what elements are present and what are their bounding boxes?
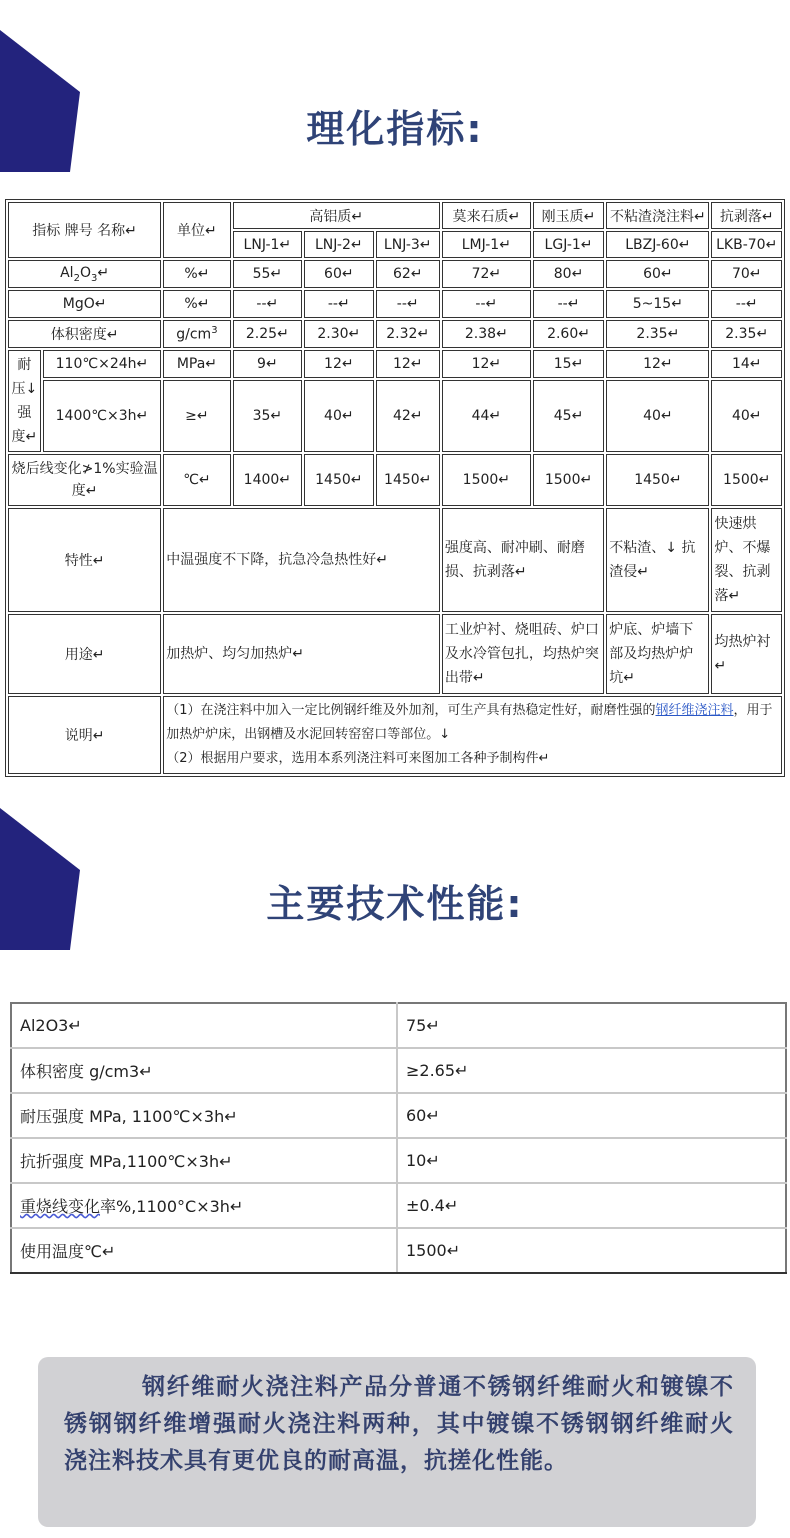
table-row (11, 1003, 786, 1048)
unit-cell: %↵ (163, 260, 230, 288)
unit-cell: ℃↵ (163, 454, 230, 506)
unit-cell: ≥↵ (163, 380, 230, 452)
value-cell: 2.35↵ (711, 320, 782, 348)
property-cell: 强度高、耐冲刷、耐磨损、抗剥落↵ (442, 508, 604, 612)
value-cell: 70↵ (711, 260, 782, 288)
value-cell: 2.38↵ (442, 320, 531, 348)
spec-value: ±0.4↵ (397, 1183, 786, 1228)
table-row (8, 350, 782, 378)
row-label-linear-change: 烧后线变化≯1%实验温度↵ (8, 454, 161, 506)
spec-value: 1500↵ (397, 1228, 786, 1273)
value-cell: 40↵ (304, 380, 373, 452)
spec-value: ≥2.65↵ (397, 1048, 786, 1093)
usage-cell: 加热炉、均匀加热炉↵ (163, 614, 440, 694)
value-cell: 1500↵ (442, 454, 531, 506)
value-cell: 1400↵ (233, 454, 302, 506)
table-row (11, 1228, 786, 1273)
spec-name: 抗折强度 MPa,1100℃×3h↵ (11, 1138, 397, 1183)
code-cell: LNJ-1↵ (233, 231, 302, 258)
spec-name: 使用温度℃↵ (11, 1228, 397, 1273)
usage-cell: 工业炉衬、烧咀砖、炉口及水冷管包扎，均热炉突出带↵ (442, 614, 604, 694)
value-cell: 12↵ (304, 350, 373, 378)
code-cell: LNJ-2↵ (304, 231, 373, 258)
value-cell: --↵ (711, 290, 782, 318)
property-cell: 不粘渣、↓ 抗渣侵↵ (606, 508, 709, 612)
spec-name: 耐压强度 MPa, 1100℃×3h↵ (11, 1093, 397, 1138)
spec-name: Al2O3↵ (11, 1003, 397, 1048)
table-row (8, 380, 782, 452)
value-cell: 80↵ (533, 260, 605, 288)
value-cell: 15↵ (533, 350, 605, 378)
condition-cell: 110℃×24h↵ (43, 350, 162, 378)
physicochemical-table (5, 199, 785, 777)
value-cell: 5~15↵ (606, 290, 709, 318)
section-title-technical-performance: 主要技术性能: (266, 882, 524, 926)
group-anti-spalling: 抗剥落↵ (711, 202, 782, 229)
row-label-mgo: MgO↵ (8, 290, 161, 318)
spec-name: 重烧线变化率%,1100°C×3h↵ (11, 1183, 397, 1228)
spec-value: 75↵ (397, 1003, 786, 1048)
table-row (8, 696, 782, 774)
value-cell: 60↵ (606, 260, 709, 288)
table-row (8, 614, 782, 694)
spec-name: 体积密度 g/cm3↵ (11, 1048, 397, 1093)
value-cell: --↵ (233, 290, 302, 318)
table-row (11, 1048, 786, 1093)
value-cell: 72↵ (442, 260, 531, 288)
table-row (8, 320, 782, 348)
spec-value: 60↵ (397, 1093, 786, 1138)
value-cell: 1450↵ (606, 454, 709, 506)
value-cell: 9↵ (233, 350, 302, 378)
section-title-physicochemical: 理化指标: (306, 107, 484, 151)
value-cell: --↵ (442, 290, 531, 318)
value-cell: 1450↵ (304, 454, 373, 506)
value-cell: 14↵ (711, 350, 782, 378)
value-cell: 12↵ (606, 350, 709, 378)
unit-cell: %↵ (163, 290, 230, 318)
group-high-alumina: 高铝质↵ (233, 202, 440, 229)
code-cell: LNJ-3↵ (376, 231, 440, 258)
product-description-box (38, 1357, 756, 1527)
row-label-property: 特性↵ (8, 508, 161, 612)
steel-fiber-castable-link[interactable]: 钢纤维浇注料 (655, 703, 734, 718)
row-label-compressive-strength: 耐 压↓ 强 度↵ (8, 350, 41, 452)
spec-value: 10↵ (397, 1138, 786, 1183)
value-cell: --↵ (533, 290, 605, 318)
property-cell: 快速烘炉、不爆裂、抗剥落↵ (711, 508, 782, 612)
value-cell: 42↵ (376, 380, 440, 452)
value-cell: 2.60↵ (533, 320, 605, 348)
table-row (11, 1183, 786, 1228)
header-unit-label: 单位↵ (163, 202, 230, 258)
technical-performance-table (10, 1002, 787, 1274)
value-cell: 2.32↵ (376, 320, 440, 348)
value-cell: 60↵ (304, 260, 373, 288)
value-cell: 40↵ (606, 380, 709, 452)
value-cell: 2.25↵ (233, 320, 302, 348)
unit-cell: $g/cm^3$ (163, 320, 230, 348)
remark-cell: （1）在浇注料中加入一定比例钢纤维及外加剂，可生产具有热稳定性好，耐磨性强的钢纤维浇注料，用于加热炉炉床，出钢槽及水泥回转窑窑口等部位。↓ （2）根据用户要求，选用本系列浇注料可来图加工各种予制构件↵ (163, 696, 782, 774)
code-cell: LBZJ-60↵ (606, 231, 709, 258)
table-row (8, 260, 782, 288)
value-cell: 2.30↵ (304, 320, 373, 348)
row-label-density: 体积密度↵ (8, 320, 161, 348)
value-cell: 35↵ (233, 380, 302, 452)
value-cell: 2.35↵ (606, 320, 709, 348)
group-non-stick: 不粘渣浇注料↵ (606, 202, 709, 229)
row-label-remark: 说明↵ (8, 696, 161, 774)
code-cell: LGJ-1↵ (533, 231, 605, 258)
value-cell: 44↵ (442, 380, 531, 452)
group-mullite: 莫来石质↵ (442, 202, 531, 229)
value-cell: --↵ (376, 290, 440, 318)
value-cell: 1500↵ (533, 454, 605, 506)
usage-cell: 炉底、炉墙下部及均热炉炉坑↵ (606, 614, 709, 694)
usage-cell: 均热炉衬↵ (711, 614, 782, 694)
table-row (8, 290, 782, 318)
value-cell: 45↵ (533, 380, 605, 452)
value-cell: 55↵ (233, 260, 302, 288)
table-row (8, 508, 782, 612)
code-cell: LMJ-1↵ (442, 231, 531, 258)
value-cell: 1500↵ (711, 454, 782, 506)
value-cell: 1450↵ (376, 454, 440, 506)
table-row (8, 454, 782, 506)
table-row (11, 1093, 786, 1138)
value-cell: 12↵ (376, 350, 440, 378)
property-cell: 中温强度不下降，抗急冷急热性好↵ (163, 508, 440, 612)
value-cell: 12↵ (442, 350, 531, 378)
value-cell: 62↵ (376, 260, 440, 288)
code-cell: LKB-70↵ (711, 231, 782, 258)
value-cell: 40↵ (711, 380, 782, 452)
row-label-al2o3: $Al_2O_3↵$ (8, 260, 161, 288)
header-index-label: 指标 牌号 名称↵ (8, 202, 161, 258)
group-corundum: 刚玉质↵ (533, 202, 605, 229)
row-label-usage: 用途↵ (8, 614, 161, 694)
value-cell: --↵ (304, 290, 373, 318)
product-description-text: 钢纤维耐火浇注料产品分普通不锈钢纤维耐火和镀镍不锈钢钢纤维增强耐火浇注料两种，其中镀镍不锈钢钢纤维耐火浇注料技术具有更优良的耐高温，抗搓化性能。 (64, 1374, 734, 1474)
condition-cell: 1400℃×3h↵ (43, 380, 162, 452)
unit-cell: MPa↵ (163, 350, 230, 378)
table-row (11, 1138, 786, 1183)
